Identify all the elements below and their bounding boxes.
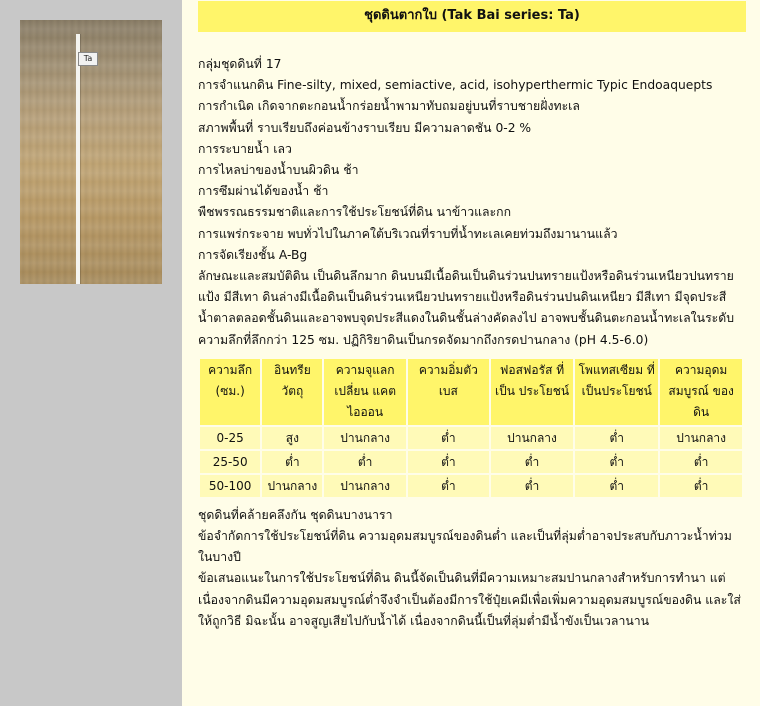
table-cell: ปานกลาง — [491, 427, 573, 449]
col-header-potassium: โพแทสเซียม ที่เป็นประโยชน์ — [575, 359, 658, 425]
table-cell: ต่ำ — [408, 451, 489, 473]
table-cell: ปานกลาง — [262, 475, 322, 497]
main-content — [198, 0, 746, 632]
table-row — [200, 475, 742, 497]
info-line: การกำเนิด เกิดจากตะกอนน้ำกร่อยน้ำพามาทับถมอยู่บนที่ราบชายฝั่งทะเล — [198, 99, 580, 114]
info-line: พืชพรรณธรรมชาติและการใช้ประโยชน์ที่ดิน นาข้าวและกก — [198, 205, 512, 220]
soil-info — [198, 54, 746, 351]
table-cell: ปานกลาง — [324, 475, 405, 497]
table-cell: ต่ำ — [575, 451, 658, 473]
soil-properties-table — [198, 357, 744, 499]
measuring-tape — [76, 34, 80, 284]
notes-section — [198, 505, 746, 632]
table-cell: ต่ำ — [575, 475, 658, 497]
table-cell: 0-25 — [200, 427, 260, 449]
col-header-fertility: ความอุดม สมบูรณ์ ของดิน — [660, 359, 742, 425]
table-cell: ต่ำ — [262, 451, 322, 473]
table-cell: 50-100 — [200, 475, 260, 497]
info-line: กลุ่มชุดดินที่ 17 — [198, 57, 282, 71]
table-row — [200, 427, 742, 449]
soil-profile-photo — [20, 20, 162, 284]
table-cell: 25-50 — [200, 451, 260, 473]
table-cell: ต่ำ — [491, 475, 573, 497]
table-row — [200, 451, 742, 473]
characteristics-paragraph: ลักษณะและสมบัติดิน เป็นดินลึกมาก ดินบนมีเนื้อดินเป็นดินร่วนปนทรายแป้งหรือดินร่วนเหนียวปนทรายแป้ง มีสีเทา ดินล่างมีเนื้อดินเป็นดินร่วนเหนียวปนทรายแป้งหรือดินร่วนปนดินเหนียว มีสีเทา มีจุดประสีน้ำตาลตลอดชั้นดินและอาจพบจุดประสีแดงในดินชั้นล่างคัดลงไป อาจพบชั้นดินตะกอนน้ำทะเลในระดับความลึกที่ลึกกว่า 125 ซม. ปฏิกิริยาดินเป็นกรดจัดมากถึงกรดปานกลาง (pH 4.5-6.0) — [198, 269, 735, 347]
col-header-cec: ความจุแลกเปลี่ยน แคตไอออน — [324, 359, 405, 425]
info-line: การจัดเรียงชั้น A-Bg — [198, 247, 308, 262]
page-title: ชุดดินตากใบ (Tak Bai series: Ta) — [198, 1, 746, 32]
table-cell: ต่ำ — [324, 451, 405, 473]
table-header-row — [200, 359, 742, 425]
info-line: การจำแนกดิน Fine-silty, mixed, semiactive, acid, isohyperthermic Typic Endoaquepts — [198, 78, 713, 93]
table-cell: ต่ำ — [660, 475, 742, 497]
table-cell: ต่ำ — [660, 451, 742, 473]
table-cell: สูง — [262, 427, 322, 449]
land-use-limitations: ข้อจำกัดการใช้ประโยชน์ที่ดิน ความอุดมสมบูรณ์ของดินต่ำ และเป็นที่ลุ่มต่ำอาจประสบกับภาวะน้ำท่วมในบางปี — [198, 529, 732, 565]
table-cell: ปานกลาง — [660, 427, 742, 449]
col-header-depth: ความลึก (ซม.) — [200, 359, 260, 425]
table-cell: ต่ำ — [408, 427, 489, 449]
col-header-base-saturation: ความอิ่มตัว เบส — [408, 359, 489, 425]
info-line: การระบายน้ำ เลว — [198, 141, 292, 156]
col-header-phosphorus: ฟอสฟอรัส ที่เป็น ประโยชน์ — [491, 359, 573, 425]
col-header-organic-matter: อินทรีย วัตถุ — [262, 359, 322, 425]
table-cell: ต่ำ — [575, 427, 658, 449]
photo-tag: Ta — [78, 52, 98, 66]
similar-series: ชุดดินที่คล้ายคลึงกัน ชุดดินบางนารา — [198, 507, 393, 522]
info-line: การแพร่กระจาย พบทั่วไปในภาคใต้บริเวณที่ราบที่น้ำทะเลเคยท่วมถึงมานานแล้ว — [198, 226, 618, 241]
table-cell: ต่ำ — [491, 451, 573, 473]
info-line: การซึมผ่านได้ของน้ำ ช้า — [198, 184, 329, 199]
sidebar — [0, 0, 182, 706]
land-use-suggestions: ข้อเสนอแนะในการใช้ประโยชน์ที่ดิน ดินนี้จัดเป็นดินที่มีความเหมาะสมปานกลางสำหรับการทำนา แต่เนื่องจากดินมีความอุดมสมบูรณ์ต่ำจึงจำเป็นต้องมีการใช้ปุ๋ยเคมีเพื่อเพิ่มความอุดมสมบูรณ์ของดิน และใส่ให้ถูกวิธี มิฉะนั้น อาจสูญเสียไปกับน้ำได้ เนื่องจากดินนี้เป็นที่ลุ่มต่ำมีน้ำขังเป็นเวลานาน — [198, 571, 741, 628]
table-cell: ปานกลาง — [324, 427, 405, 449]
table-cell: ต่ำ — [408, 475, 489, 497]
info-line: สภาพพื้นที่ ราบเรียบถึงค่อนข้างราบเรียบ มีความลาดชัน 0-2 % — [198, 120, 532, 135]
info-line: การไหลบ่าของน้ำบนผิวดิน ช้า — [198, 163, 359, 178]
